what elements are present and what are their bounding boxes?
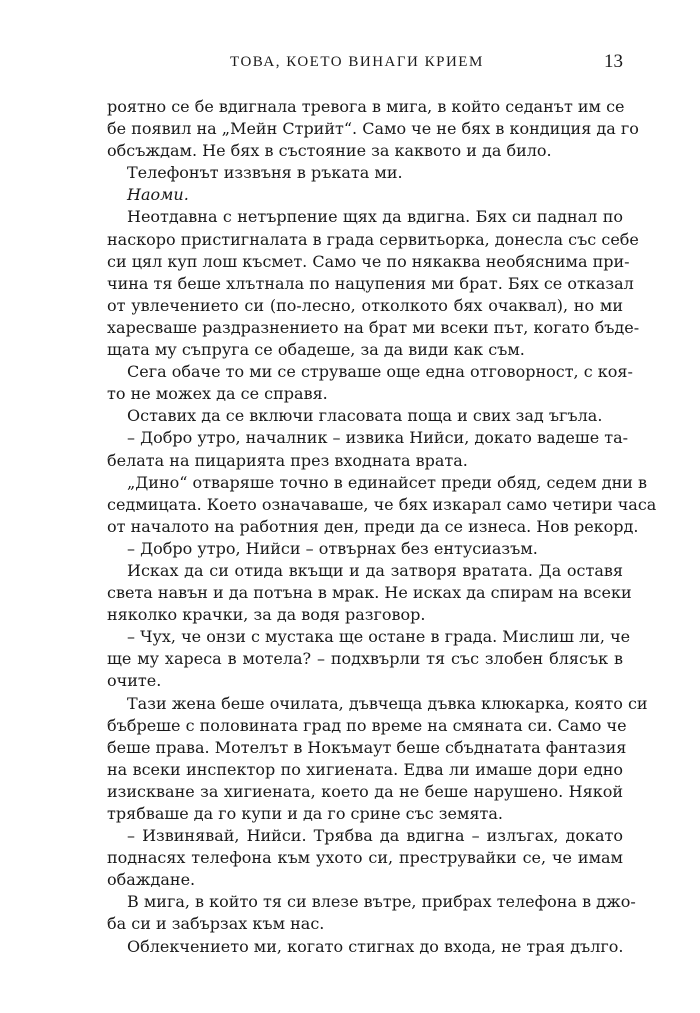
text-line: от началото на работния ден, преди да се изнеса. Нов рекорд.: [107, 516, 639, 536]
text-line: Неотдавна с нетърпение щях да вдигна. Бях си паднал по: [127, 207, 623, 227]
text-line: Тази жена беше очилата, дъвчеща дъвка клюкарка, която си: [127, 693, 648, 713]
text-line: щата му съпруга се обадеше, за да види как съм.: [107, 340, 525, 360]
text-line: беше права. Мотелът в Нокъмаут беше сбъднатата фантазия: [107, 737, 627, 757]
text-line: очите.: [107, 671, 162, 691]
text-line: обаждане.: [107, 870, 196, 890]
text-line: Исках да си отида вкъщи и да затворя вратата. Да оставя: [127, 560, 623, 580]
text-line: „Дино“ отваряше точно в единайсет преди обяд, седем дни в: [127, 472, 647, 492]
text-line: трябваше да го купи и да го срине със земята.: [107, 804, 504, 823]
text-line: Телефонът иззвъня в ръката ми.: [127, 163, 403, 183]
text-line: Оставих да се включи гласовата поща и свих зад ъгъла.: [127, 406, 603, 426]
text-line: на всеки инспектор по хигиената. Едва ли имаше дори едно: [107, 759, 623, 779]
text-line: В мига, в който тя си влезе вътре, прибрах телефона в джо-: [127, 892, 636, 912]
text-line: поднасях телефона към ухото си, преструвайки се, че имам: [107, 848, 623, 868]
text-line: – Добро утро, Нийси – отвърнах без ентусиазъм.: [127, 538, 538, 558]
text-line: – Чух, че онзи с мустака ще остане в града. Мислиш ли, че: [127, 627, 631, 647]
text-line: света навън и да потъна в мрак. Не исках да спирам на всеки: [107, 583, 632, 603]
text-line: си цял куп лош късмет. Само че по някаква необяснима при-: [107, 251, 630, 271]
text-line: бе появил на „Мейн Стрийт“. Само че не бях в кондиция да го: [107, 119, 639, 139]
text-line: ще му хареса в мотела? – подхвърли тя със злобен блясък в: [107, 649, 623, 669]
text-line: харесваше раздразнението на брат ми всеки път, когато бъде-: [107, 317, 640, 337]
text-line: изискване за хигиената, което да не беше нарушено. Някой: [107, 781, 623, 801]
page-number: 13: [604, 51, 623, 72]
text-line: белата на пицарията през входната врата.: [107, 450, 468, 470]
text-line: наскоро пристигналата в града сервитьорка, донесла със себе: [107, 229, 639, 249]
text-line: от увлечението си (по-лесно, отколкото бях очаквал), но ми: [107, 295, 623, 315]
text-line: ба си и забързах към нас.: [107, 914, 325, 934]
text-line: – Извинявай, Нийси. Трябва да вдигна – излъгах, докато: [127, 826, 623, 846]
running-head: [107, 51, 623, 78]
text-line: роятно се бе вдигнала тревога в мига, в който седанът им се: [107, 97, 625, 116]
text-line: Сега обаче то ми се струваше още една отговорност, с коя-: [127, 362, 633, 382]
text-line: обсъждам. Не бях в състояние за каквото и да било.: [107, 141, 552, 161]
text-line: Облекчението ми, когато стигнах до входа, не трая дълго.: [127, 936, 624, 956]
running-title: ТОВА, КОЕТО ВИНАГИ КРИЕМ: [230, 54, 484, 70]
body-text: [107, 96, 657, 958]
text-line: седмицата. Което означаваше, че бях изкарал само четири часа: [107, 494, 657, 514]
text-line: – Добро утро, началник – извика Нийси, докато вадеше та-: [127, 428, 629, 448]
text-line: няколко крачки, за да водя разговор.: [107, 605, 426, 625]
text-line: чина тя беше хлътнала по нацупения ми брат. Бях се отказал: [107, 273, 634, 293]
text-line: бъбреше с половината град по време на смяната си. Само че: [107, 715, 627, 735]
text-line: то не можех да се справя.: [107, 384, 328, 404]
text-line: Наоми.: [127, 185, 189, 205]
